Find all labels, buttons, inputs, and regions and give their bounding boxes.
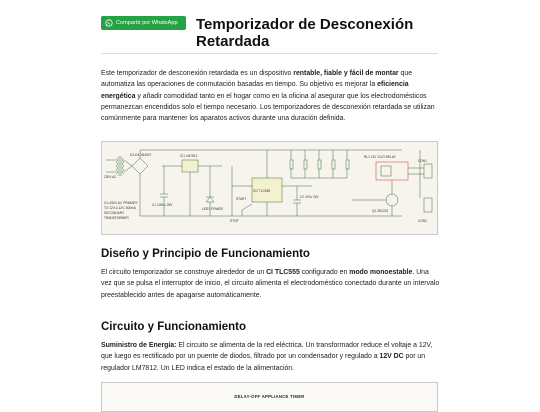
- text-run: que automatiza las operaciones de conmutación basadas en tiempo. Su objetivo es mejorar la: [101, 70, 413, 89]
- schem-label: START: [236, 197, 247, 201]
- schem-label: Q1 2N2222: [372, 209, 389, 213]
- text-run: y añadir comodidad tanto en el hogar como en la oficina al asegurar que los electrodomésticos permanezcan encendidos solo el tiempo necesario. Los temporizadores de desconexión retardada se utilizan comúnmente para mantener los aparatos activos durante una duración definida.: [101, 92, 435, 123]
- text-run: Este temporizador de desconexión retardada es un dispositivo: [101, 70, 294, 77]
- intro-paragraph: [101, 68, 441, 124]
- schem-label: LED1 POWER: [202, 207, 223, 211]
- timer-board-image: [101, 382, 438, 412]
- text-run: configurado en: [299, 269, 350, 276]
- schem-label: X1=230V AC PRIMARY: [104, 201, 138, 205]
- section-heading-design: Diseño y Principio de Funcionamiento: [101, 248, 310, 260]
- text-run: por un regulador LM7812. Un LED indica el estado de la alimentación.: [101, 353, 426, 372]
- emphasis-text: modo monoestable: [349, 269, 413, 276]
- schem-label: 230V AC: [104, 175, 117, 179]
- emphasis-text: 12V DC: [379, 353, 404, 361]
- whatsapp-share-label: Compartir por WhatsApp: [116, 20, 178, 26]
- schematic-drawing: [102, 142, 437, 234]
- schem-label: D1-D4 1N4007: [130, 153, 152, 157]
- timer-board-title: DELAY-OFF APPLIANCE TIMER: [234, 394, 305, 399]
- section-heading-circuit: Circuito y Funcionamiento: [101, 321, 247, 333]
- text-run: El circuito temporizador se construye alrededor de un: [101, 269, 267, 276]
- schem-label: IC1 LM7812: [180, 154, 198, 158]
- schem-label: C1 1000u 25V: [152, 203, 173, 207]
- schem-label: IC2 TLC555: [253, 189, 271, 193]
- whatsapp-share-button[interactable]: [101, 16, 186, 30]
- text-run: . Una vez que se pulsa el interruptor de inicio, el circuito alimenta el electrodoméstico conectado durante un intervalo preestablecido antes de apagarse automáticamente.: [101, 269, 440, 299]
- schem-label: SECONDARY: [104, 211, 125, 215]
- design-paragraph: [101, 267, 441, 301]
- title-divider: [101, 53, 438, 54]
- emphasis-text: Suministro de Energía:: [101, 342, 177, 349]
- emphasis-text: rentable, fiable y fácil de montar: [293, 70, 399, 77]
- schem-label: CON2: [418, 219, 427, 223]
- emphasis-text: eficiencia energética: [101, 81, 409, 100]
- page-title: Temporizador de Desconexión Retardada: [196, 16, 414, 50]
- whatsapp-icon: [105, 19, 113, 27]
- schem-label: RL1 12V 1C/O RELAY: [364, 155, 396, 159]
- emphasis-text: CI TLC555: [266, 269, 300, 276]
- circuit-paragraph: [101, 340, 441, 374]
- schem-label: CON1: [418, 159, 427, 163]
- schem-label: STOP: [230, 219, 239, 223]
- circuit-schematic-image: [101, 141, 438, 235]
- schem-label: TRANSFORMER: [104, 216, 129, 220]
- schem-label: C2 470u 25V: [300, 195, 319, 199]
- schem-label: TO 12V-0-12V, 500mA: [104, 206, 136, 210]
- text-run: El circuito se alimenta de la red eléctrica. Un transformador reduce el voltaje a 12V, que luego es rectificado por un puente de diodos, filtrado por un condensador y regulado a: [101, 342, 433, 361]
